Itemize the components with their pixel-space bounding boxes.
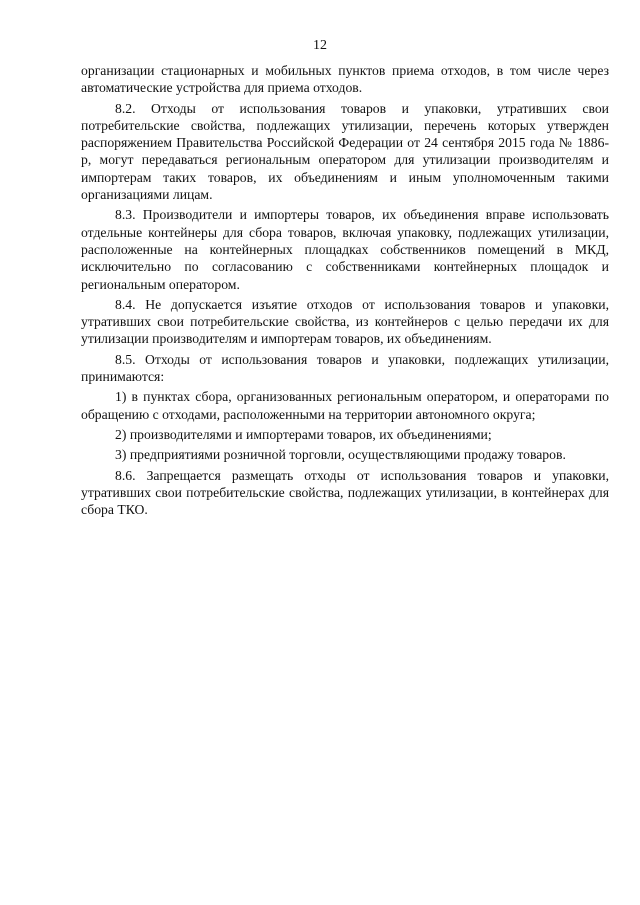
paragraph-8-5: 8.5. Отходы от использования товаров и упаковки, подлежащих утилизации, принимаются: (81, 351, 609, 385)
paragraph-8-4: 8.4. Не допускается изъятие отходов от использования товаров и упаковки, утративших свои потребительские свойства, из контейнеров с целью передачи их для утилизации производителям и импортерам товаров, их объединениям. (81, 296, 609, 347)
list-item-2: 2) производителями и импортерами товаров, их объединениями; (115, 426, 492, 442)
paragraph-continuation: организации стационарных и мобильных пунктов приема отходов, в том числе через автоматические устройства для приема отходов. (81, 63, 609, 96)
paragraph-8-3: 8.3. Производители и импортеры товаров, их объединения вправе использовать отдельные контейнеры для сбора товаров, включая упаковку, подлежащих утилизации, расположенные на контейнерных площадках собственников помещений в МКД, исключительно по согласованию с собственниками контейнерных площадок и региональным оператором. (81, 207, 609, 292)
paragraph-8-6: 8.6. Запрещается размещать отходы от использования товаров и упаковки, утративших свои потребительские свойства, подлежащих утилизации, в контейнерах для сбора ТКО. (81, 467, 609, 518)
list-item-1: 1) в пунктах сбора, организованных региональным оператором, и операторами по обращению с отходами, расположенными на территории автономного округа; (81, 389, 609, 422)
document-body (81, 62, 609, 521)
list-item-3: 3) предприятиями розничной торговли, осуществляющими продажу товаров. (115, 447, 566, 463)
paragraph-8-2: 8.2. Отходы от использования товаров и упаковки, утративших свои потребительские свойства, подлежащих утилизации, перечень которых утвержден распоряжением Правительства Российской Федерации от 24 сентября 2015 года № 1886-р, могут передаваться региональным оператором для утилизации производителям и импортерам таких товаров, их объединениям и иным уполномоченным такими организациями лицам. (81, 100, 609, 203)
page-number: 12 (313, 38, 327, 53)
